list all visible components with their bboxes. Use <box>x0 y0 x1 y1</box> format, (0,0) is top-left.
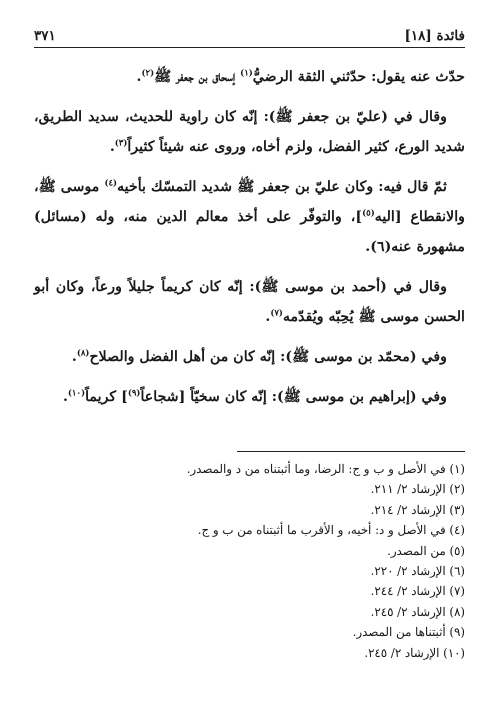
paragraph: وفي (إبراهيم بن موسى ﷺ): إنّه كان سخيّاً [شجاعاً$^{(٩)}$] كريماً$^{(١٠)}$. <box>62 388 447 405</box>
footnote: (٦) الإرشاد ٢/ ٢٢٠. <box>370 564 465 579</box>
paragraph: حدّث عنه يقول: حدّثني الثقة الرضيُّ$^{(١)}$ إسحاق بن جعفر ﷺ$^{(٢)}$. <box>136 68 465 85</box>
footnote-separator <box>237 451 465 452</box>
footnotes <box>34 459 465 663</box>
footnote: (٢) الإرشاد ٢/ ٢١١. <box>370 482 465 497</box>
footnote: (٣) الإرشاد ٢/ ٢١٤. <box>370 502 465 517</box>
footnote: (٥) من المصدر. <box>387 543 465 558</box>
paragraph: وقال في (أحمد بن موسى ﷺ): إنّه كان كريماً جليلاً ورعاً، وكان أبو الحسن موسى ﷺ يُحِبّه ويُقدّمه$^{(٧)}$. <box>34 279 465 325</box>
footnote: (٨) الإرشاد ٢/ ٢٤٥. <box>370 604 465 619</box>
main-text <box>34 62 465 422</box>
footnote: (١) في الأصل و ب و ج: الرضا، وما أثبتناه من د والمصدر. <box>186 462 465 476</box>
footnote: (٩) أثبتناها من المصدر. <box>352 625 465 640</box>
section-title: فائدة [١٨] <box>404 28 465 44</box>
footnote: (٧) الإرشاد ٢/ ٢٤٤. <box>370 584 465 599</box>
footnote: (٤) في الأصل و د: أخيه، و الأقرب ما أثبتناه من ب و ج. <box>197 523 465 538</box>
paragraph: وقال في (عليّ بن جعفر ﷺ): إنّه كان راوية للحديث، سديد الطريق، شديد الورع، كثير الفضل، ولزم أخاه، وروى عنه شيئاً كثيراً$^{(٣)}$. <box>34 109 465 155</box>
page-number: ٣٧١ <box>34 28 56 44</box>
footnote: (١٠) الإرشاد ٢/ ٢٤٥. <box>364 645 465 660</box>
page-header <box>34 18 465 48</box>
paragraph: وفي (محمّد بن موسى ﷺ): إنّه كان من أهل الفضل والصلاح$^{(٨)}$. <box>71 348 447 365</box>
paragraph: ثمّ قال فيه: وكان عليّ بن جعفر ﷺ شديد التمسّك بأخيه$^{(٤)}$ موسى ﷺ، والانقطاع [اليه$^{(٥)}$]، والتوفّر على أخذ معالم الدين منه، وله (مسائل) مشهورة عنه(٦). <box>34 178 465 255</box>
